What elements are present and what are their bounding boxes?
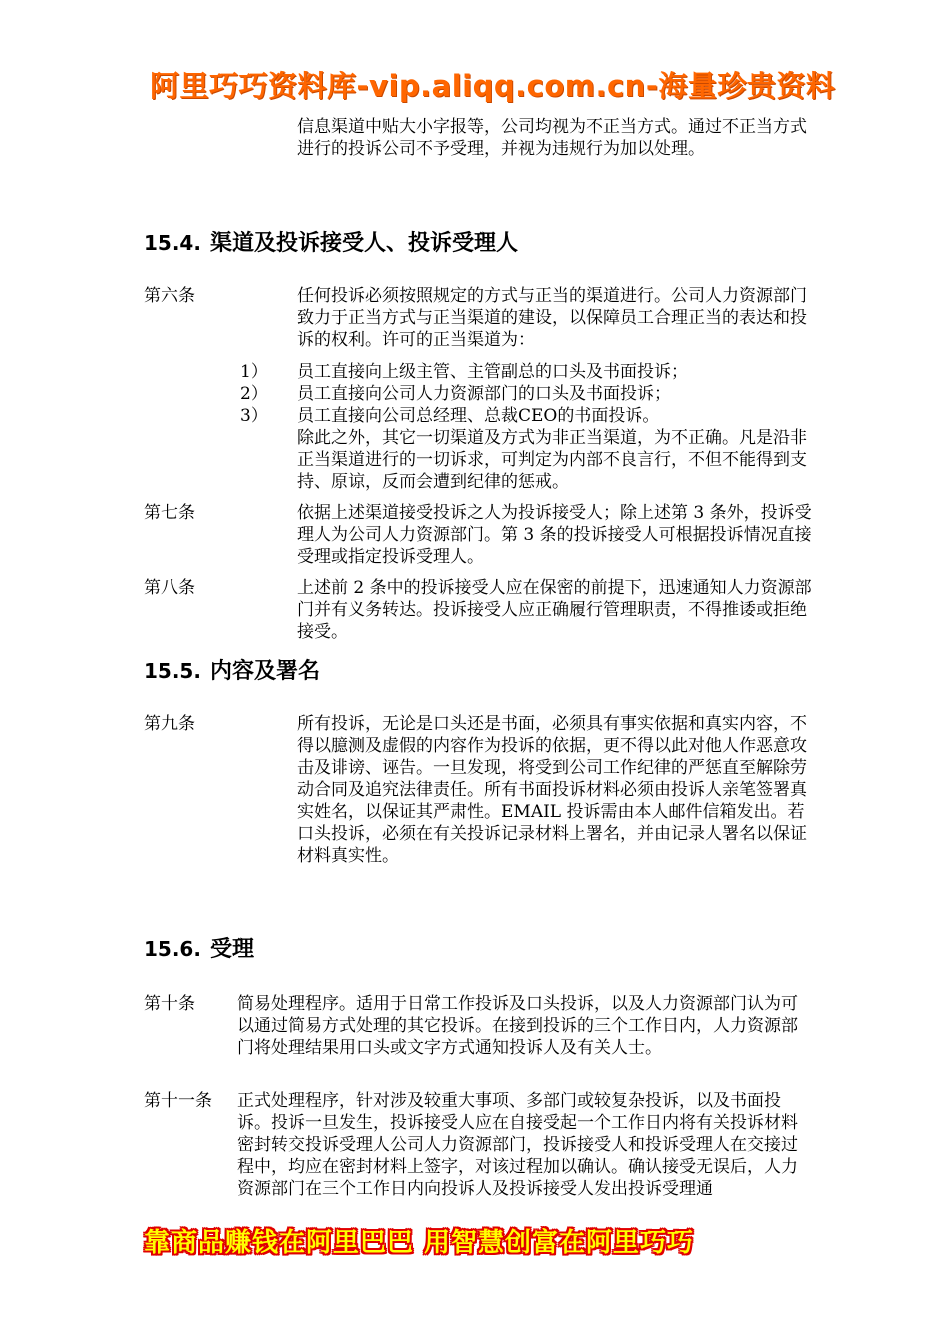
article-11-text: 正式处理程序，针对涉及较重大事项、多部门或较复杂投诉，以及书面投诉。投诉一旦发生，投诉接受人应在自接受起一个工作日内将有关投诉材料密封转交投诉受理人公司人力资源部门，投诉接受人和投诉受理人在交接过程中，均应在密封材料上签字，对该过程加以确认。确认接受无误后，人力资源部门在三个工作日内向投诉人及投诉接受人发出投诉受理通	[237, 1091, 798, 1199]
list-item-number: 3）	[240, 406, 268, 426]
list-item-number: 1）	[240, 362, 268, 382]
article-9-label: 第九条	[144, 714, 195, 734]
article-7-label: 第七条	[144, 503, 195, 523]
article-7-text: 依据上述渠道接受投诉之人为投诉接受人；除上述第 3 条外，投诉受理人为公司人力资源部门。第 3 条的投诉接受人可根据投诉情况直接受理或指定投诉受理人。	[297, 503, 812, 567]
header-banner: 阿里巧巧资料库-vip.aliqq.com.cn-海量珍贵资料	[150, 69, 836, 103]
section-number: 15.4.	[144, 231, 201, 255]
section-title: 内容及署名	[210, 659, 321, 684]
section-number: 15.5.	[144, 659, 201, 683]
article-6-tail: 除此之外，其它一切渠道及方式为非正当渠道，为不正确。凡是沿非正当渠道进行的一切诉求，可判定为内部不良言行，不但不能得到支持、原谅，反而会遭到纪律的惩戒。	[297, 428, 807, 492]
section-heading-15-6	[144, 932, 254, 963]
article-6-label: 第六条	[144, 286, 195, 306]
section-heading-15-5	[144, 654, 320, 685]
article-8-text: 上述前 2 条中的投诉接受人应在保密的前提下，迅速通知人力资源部门并有义务转达。投诉接受人应正确履行管理职责，不得推诿或拒绝接受。	[297, 578, 812, 642]
continuation-paragraph: 信息渠道中贴大小字报等，公司均视为不正当方式。通过不正当方式进行的投诉公司不予受理，并视为违规行为加以处理。	[297, 117, 807, 159]
section-title: 渠道及投诉接受人、投诉受理人	[210, 231, 519, 256]
section-heading-15-4	[144, 226, 518, 257]
footer-banner: 靠商品赚钱在阿里巴巴 用智慧创富在阿里巧巧	[144, 1228, 695, 1258]
article-11-label: 第十一条	[144, 1091, 212, 1111]
list-item: 员工直接向公司人力资源部门的口头及书面投诉；	[297, 384, 671, 404]
section-number: 15.6.	[144, 937, 201, 961]
article-10-text: 简易处理程序。适用于日常工作投诉及口头投诉，以及人力资源部门认为可以通过简易方式处理的其它投诉。在接到投诉的三个工作日内，人力资源部门将处理结果用口头或文字方式通知投诉人及有关人士。	[237, 994, 798, 1058]
article-10-label: 第十条	[144, 994, 195, 1014]
article-6-text: 任何投诉必须按照规定的方式与正当的渠道进行。公司人力资源部门致力于正当方式与正当渠道的建设，以保障员工合理正当的表达和投诉的权利。许可的正当渠道为：	[297, 286, 807, 350]
section-title: 受理	[210, 937, 255, 962]
list-item: 员工直接向上级主管、主管副总的口头及书面投诉；	[297, 362, 688, 382]
list-item: 员工直接向公司总经理、总裁CEO的书面投诉。	[297, 406, 660, 426]
article-8-label: 第八条	[144, 578, 195, 598]
article-9-text: 所有投诉，无论是口头还是书面，必须具有事实依据和真实内容，不得以臆测及虚假的内容作为投诉的依据，更不得以此对他人作恶意攻击及诽谤、诬告。一旦发现，将受到公司工作纪律的严惩直至解除劳动合同及追究法律责任。所有书面投诉材料必须由投诉人亲笔签署真实姓名，以保证其严肃性。EMAIL 投诉需由本人邮件信箱发出。若口头投诉，必须在有关投诉记录材料上署名，并由记录人署名以保证材料真实性。	[297, 714, 807, 866]
list-item-number: 2）	[240, 384, 268, 404]
